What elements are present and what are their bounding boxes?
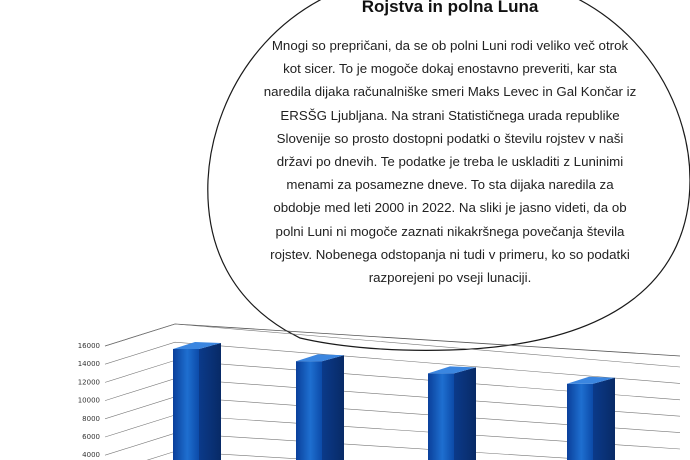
y-tick-label: 6000 <box>82 433 100 441</box>
y-tick-label: 10000 <box>77 396 100 405</box>
y-tick-label: 8000 <box>82 414 100 423</box>
bar-front <box>428 373 454 460</box>
bar-side <box>199 343 221 460</box>
article-title: Rojstva in polna Luna <box>361 0 539 16</box>
bar-front <box>567 384 593 460</box>
bar-side <box>593 378 615 460</box>
y-tick-label: 12000 <box>77 378 100 387</box>
bar <box>173 342 221 460</box>
bar-front <box>173 349 199 460</box>
bar <box>567 377 615 460</box>
bar <box>428 366 476 460</box>
article-body: Mnogi so prepričani, da se ob polni Luni rodi veliko več otrok kot sicer. To je mogoče dokaj enostavno preveriti, kar sta naredila dijaka računalniške smeri Maks Levec in Gal Končar iz ERSŠG Ljubljana. Na strani Statističnega urada republike Slovenije so prosto dostopni podatki o številu rojstev v naši državi po dnevih. Te podatke je treba le uskladiti z Luninimi menami za posamezne dneve. To sta dijaka naredila za obdobje med leti 2000 in 2022. Na sliki je jasno videti, da ob polni Luni ni mogoče zaznati nikakršnega povečanja števila rojstev. Nobenega odstopanja ni tudi v primeru, ko so podatki razporejeni po vseji lunaciji. <box>263 38 637 286</box>
chart-bars <box>173 342 615 460</box>
y-axis-tick-labels <box>78 342 100 459</box>
y-tick-label: 16000 <box>77 342 100 350</box>
y-tick-label: 14000 <box>77 360 100 369</box>
bar-side <box>322 355 344 460</box>
bar-side <box>454 367 476 460</box>
bar-front <box>296 361 322 460</box>
y-tick-label: 4000 <box>82 451 100 460</box>
bar <box>296 354 344 460</box>
